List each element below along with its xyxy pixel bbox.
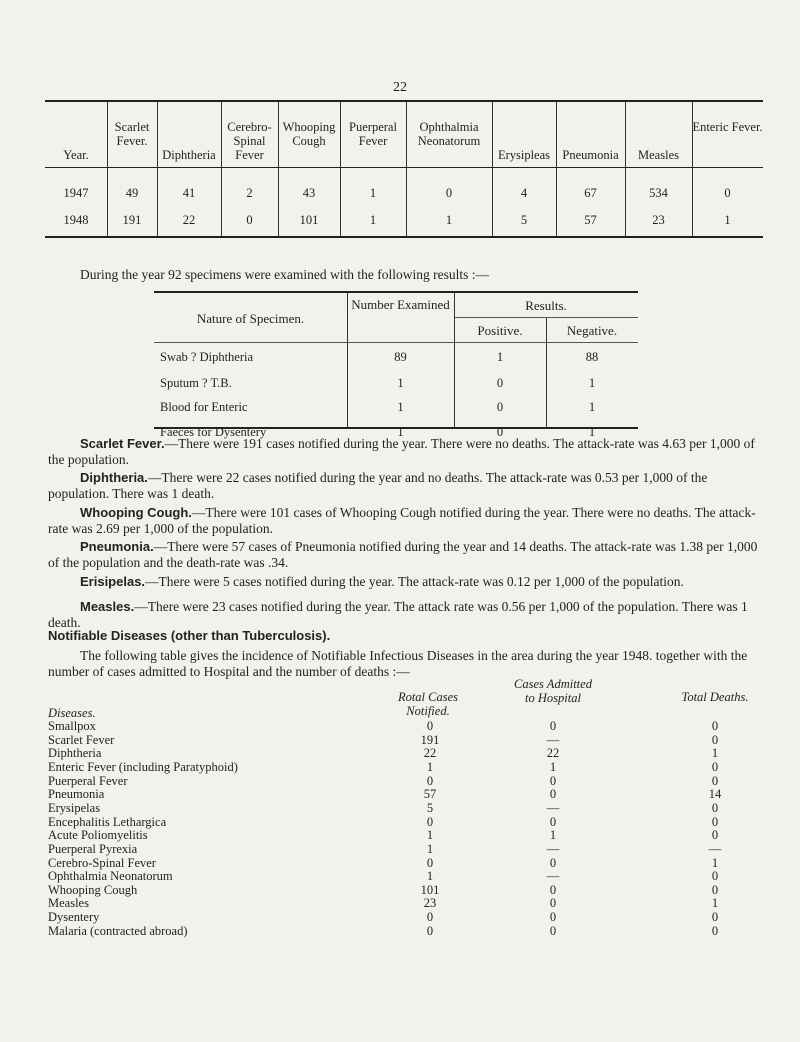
t3-deaths: 0 (711, 882, 719, 897)
t3-disease: Whooping Cough (48, 882, 138, 897)
t2-number: 1 (397, 425, 404, 439)
t3-deaths: 0 (711, 719, 719, 733)
t3-admitted: 0 (549, 814, 557, 829)
t3-notified: 191 (420, 732, 440, 747)
table-cell: 41 (182, 186, 196, 200)
table-cell: 67 (584, 186, 597, 200)
t3-deaths: 14 (708, 787, 722, 802)
paragraph-text: —There were 57 cases of Pneumonia notified during the year and 14 deaths. The attack-rate was 1.38 per 1,000 of the population and the death-rate was .34. (48, 539, 758, 570)
disease-paragraph (48, 505, 763, 537)
table-header-rule (45, 167, 763, 168)
t3-notified: 0 (426, 855, 434, 870)
t3-disease: Acute Poliomyelitis (48, 828, 148, 843)
table-cell: 1 (724, 213, 731, 227)
page-number: 22 (393, 80, 407, 95)
paragraph-text: —There were 101 cases of Whooping Cough notified during the year. There were no deaths. The attack-rate was 2.69 per 1,000 of the population. (48, 505, 756, 536)
paragraph-title: Diphtheria. (80, 470, 148, 485)
table-header-cell: Pneumonia (562, 148, 619, 162)
specimens-intro: During the year 92 specimens were examined with the following results :— (80, 267, 490, 282)
table-cell: 101 (299, 213, 319, 227)
t3-col-notified: Rotal Cases Notified. (397, 690, 459, 718)
t3-col-diseases: Diseases. (48, 706, 96, 720)
t3-disease: Ophthalmia Neonatorum (48, 869, 173, 884)
t2-nature: Swab ? Diphtheria (160, 350, 254, 364)
table-bottom-rule (45, 236, 763, 238)
t2-positive: 0 (496, 425, 504, 439)
table-header-cell: Measles (638, 148, 679, 162)
paragraph-text: —There were 5 cases notified during the year. The attack-rate was 0.12 per 1,000 of the population. (145, 574, 684, 589)
table-cell: 22 (182, 213, 196, 227)
t3-disease: Measles (48, 896, 89, 911)
t3-notified: 5 (426, 800, 434, 815)
t2-col-positive: Positive. (477, 323, 523, 338)
t3-deaths: 0 (711, 732, 719, 747)
table-cell: 2 (246, 186, 253, 200)
t3-disease: Smallpox (48, 719, 96, 733)
t2-positive: 1 (496, 350, 504, 364)
t3-notified: 23 (423, 896, 437, 911)
t3-notified: 0 (426, 923, 434, 938)
t3-deaths: 0 (711, 773, 719, 788)
t3-disease: Scarlet Fever (48, 732, 115, 747)
table-cell: 1 (369, 213, 377, 227)
table-cell: 23 (652, 213, 665, 227)
paragraph-title: Scarlet Fever. (80, 436, 165, 451)
table-header-cell: Cerebro-Spinal Fever (227, 120, 272, 162)
paragraph-title: Erisipelas. (80, 574, 146, 589)
disease-paragraph (48, 599, 763, 631)
t3-deaths: 1 (711, 746, 719, 761)
t2-col-nature: Nature of Specimen. (196, 311, 305, 326)
t3-notified: 0 (426, 910, 434, 925)
t3-deaths: 0 (711, 910, 719, 925)
t2-negative: 1 (588, 400, 596, 414)
table-cell: 0 (445, 186, 453, 200)
t3-notified: 0 (426, 719, 434, 733)
table-cell: 0 (246, 213, 253, 227)
table-cell: 191 (122, 213, 142, 227)
t3-disease: Diphtheria (48, 746, 102, 761)
t3-admitted: — (546, 732, 560, 747)
t3-admitted: 0 (549, 773, 557, 788)
t3-disease: Malaria (contracted abroad) (48, 923, 188, 938)
disease-paragraph (48, 539, 763, 571)
t2-negative: 1 (588, 376, 596, 390)
t2-number: 1 (397, 400, 404, 414)
table-cell: 1 (369, 186, 377, 200)
t3-admitted: 0 (549, 923, 557, 938)
t3-notified: 1 (426, 869, 434, 884)
t2-nature: Sputum ? T.B. (160, 376, 232, 390)
t3-disease: Pneumonia (48, 787, 105, 802)
t3-col-deaths: Total Deaths. (681, 690, 749, 704)
table-header-cell: Scarlet Fever. (114, 120, 150, 148)
t3-notified: 1 (426, 828, 434, 843)
disease-paragraph (48, 436, 763, 468)
t3-admitted: 0 (549, 787, 557, 802)
table-header-cell: Ophthalmia Neonatorum (417, 120, 481, 148)
table-cell: 534 (649, 186, 668, 200)
t3-notified: 0 (426, 773, 434, 788)
t2-top-rule (154, 291, 638, 293)
table-header-cell: Whooping Cough (282, 120, 336, 148)
t3-notified: 57 (423, 787, 437, 802)
t3-notified: 0 (426, 814, 434, 829)
t2-nature: Blood for Enteric (160, 400, 248, 414)
t3-disease: Encephalitis Lethargica (48, 814, 167, 829)
table-header-cell: Year. (63, 148, 89, 162)
t3-deaths: 0 (711, 923, 719, 938)
t2-col-results: Results. (525, 298, 567, 313)
table-top-rule (45, 100, 763, 102)
t3-disease: Cerebro-Spinal Fever (48, 855, 156, 870)
t2-number: 89 (394, 350, 407, 364)
t3-admitted: 0 (549, 896, 557, 911)
t2-number: 1 (397, 376, 404, 390)
disease-paragraph (48, 574, 763, 590)
t2-positive: 0 (496, 376, 504, 390)
table-header-cell: Enteric Fever. (692, 120, 763, 134)
t3-admitted: 1 (549, 828, 557, 843)
paragraph-title: Pneumonia. (80, 539, 154, 554)
t3-admitted: — (546, 869, 560, 884)
notifiable-intro: The following table gives the incidence of Notifiable Infectious Diseases in the area during the year 1948. together with the number of cases admitted to Hospital and the number of deaths :— (48, 648, 748, 679)
table-cell: 1947 (63, 186, 89, 200)
paragraph-text: —There were 191 cases notified during the year. There were no deaths. The attack-rate was 4.63 per 1,000 of the population. (48, 436, 755, 467)
t3-deaths: 0 (711, 814, 719, 829)
t3-col-admitted: Cases Admitted to Hospital (514, 677, 592, 705)
table-header-cell: Puerperal Fever (349, 120, 397, 148)
disease-paragraph (48, 470, 763, 502)
t3-disease: Erysipelas (48, 800, 101, 815)
t3-deaths: — (708, 841, 722, 856)
t3-admitted: 0 (549, 855, 557, 870)
t2-nature: Faeces for Dysentery (160, 425, 267, 439)
t3-deaths: 0 (711, 759, 719, 774)
t3-deaths: 0 (711, 869, 719, 884)
t3-admitted: 0 (549, 882, 557, 897)
t3-deaths: 0 (711, 800, 719, 815)
table-cell: 49 (125, 186, 139, 200)
t3-notified: 22 (423, 746, 437, 761)
t3-notified: 1 (426, 841, 434, 856)
t3-admitted: — (546, 800, 560, 815)
t3-deaths: 1 (711, 896, 719, 911)
paragraph-title: Measles. (80, 599, 135, 614)
t3-disease: Dysentery (48, 910, 100, 925)
t2-col-number: Number Examined (351, 297, 450, 312)
t3-disease: Enteric Fever (including Paratyphoid) (48, 759, 238, 774)
t2-negative: 88 (585, 350, 599, 364)
t2-negative: 1 (588, 425, 596, 439)
t2-positive: 0 (496, 400, 504, 414)
t2-col-negative: Negative. (566, 323, 618, 338)
t3-admitted: 22 (546, 746, 560, 761)
t3-disease: Puerperal Fever (48, 773, 128, 788)
table-cell: 4 (520, 186, 528, 200)
t2-header-rule (154, 342, 638, 343)
t3-admitted: 1 (549, 759, 557, 774)
table-cell: 43 (302, 186, 316, 200)
t3-deaths: 1 (711, 855, 719, 870)
table-header-cell: Diphtheria (162, 148, 216, 162)
t3-admitted: 0 (549, 719, 557, 733)
table-header-cell: Erysipleas (497, 148, 551, 162)
paragraph-text: —There were 23 cases notified during the year. The attack rate was 0.56 per 1,000 of the population. There was 1 death. (48, 599, 748, 630)
t3-disease: Puerperal Pyrexia (48, 841, 138, 856)
t3-notified: 1 (426, 759, 434, 774)
t3-admitted: 0 (549, 910, 557, 925)
table-cell: 1 (445, 213, 453, 227)
t3-deaths: 0 (711, 828, 719, 843)
notifiable-heading: Notifiable Diseases (other than Tuberculosis). (48, 628, 331, 643)
table-cell: 1948 (63, 213, 89, 227)
paragraph-text: —There were 22 cases notified during the year and no deaths. The attack-rate was 0.53 per 1,000 of the population. There was 1 death. (48, 470, 708, 501)
table-cell: 5 (520, 213, 528, 227)
t3-admitted: — (546, 841, 560, 856)
table-cell: 57 (584, 213, 597, 227)
t3-notified: 101 (420, 882, 440, 897)
table-cell: 0 (724, 186, 731, 200)
paragraph-title: Whooping Cough. (80, 505, 192, 520)
